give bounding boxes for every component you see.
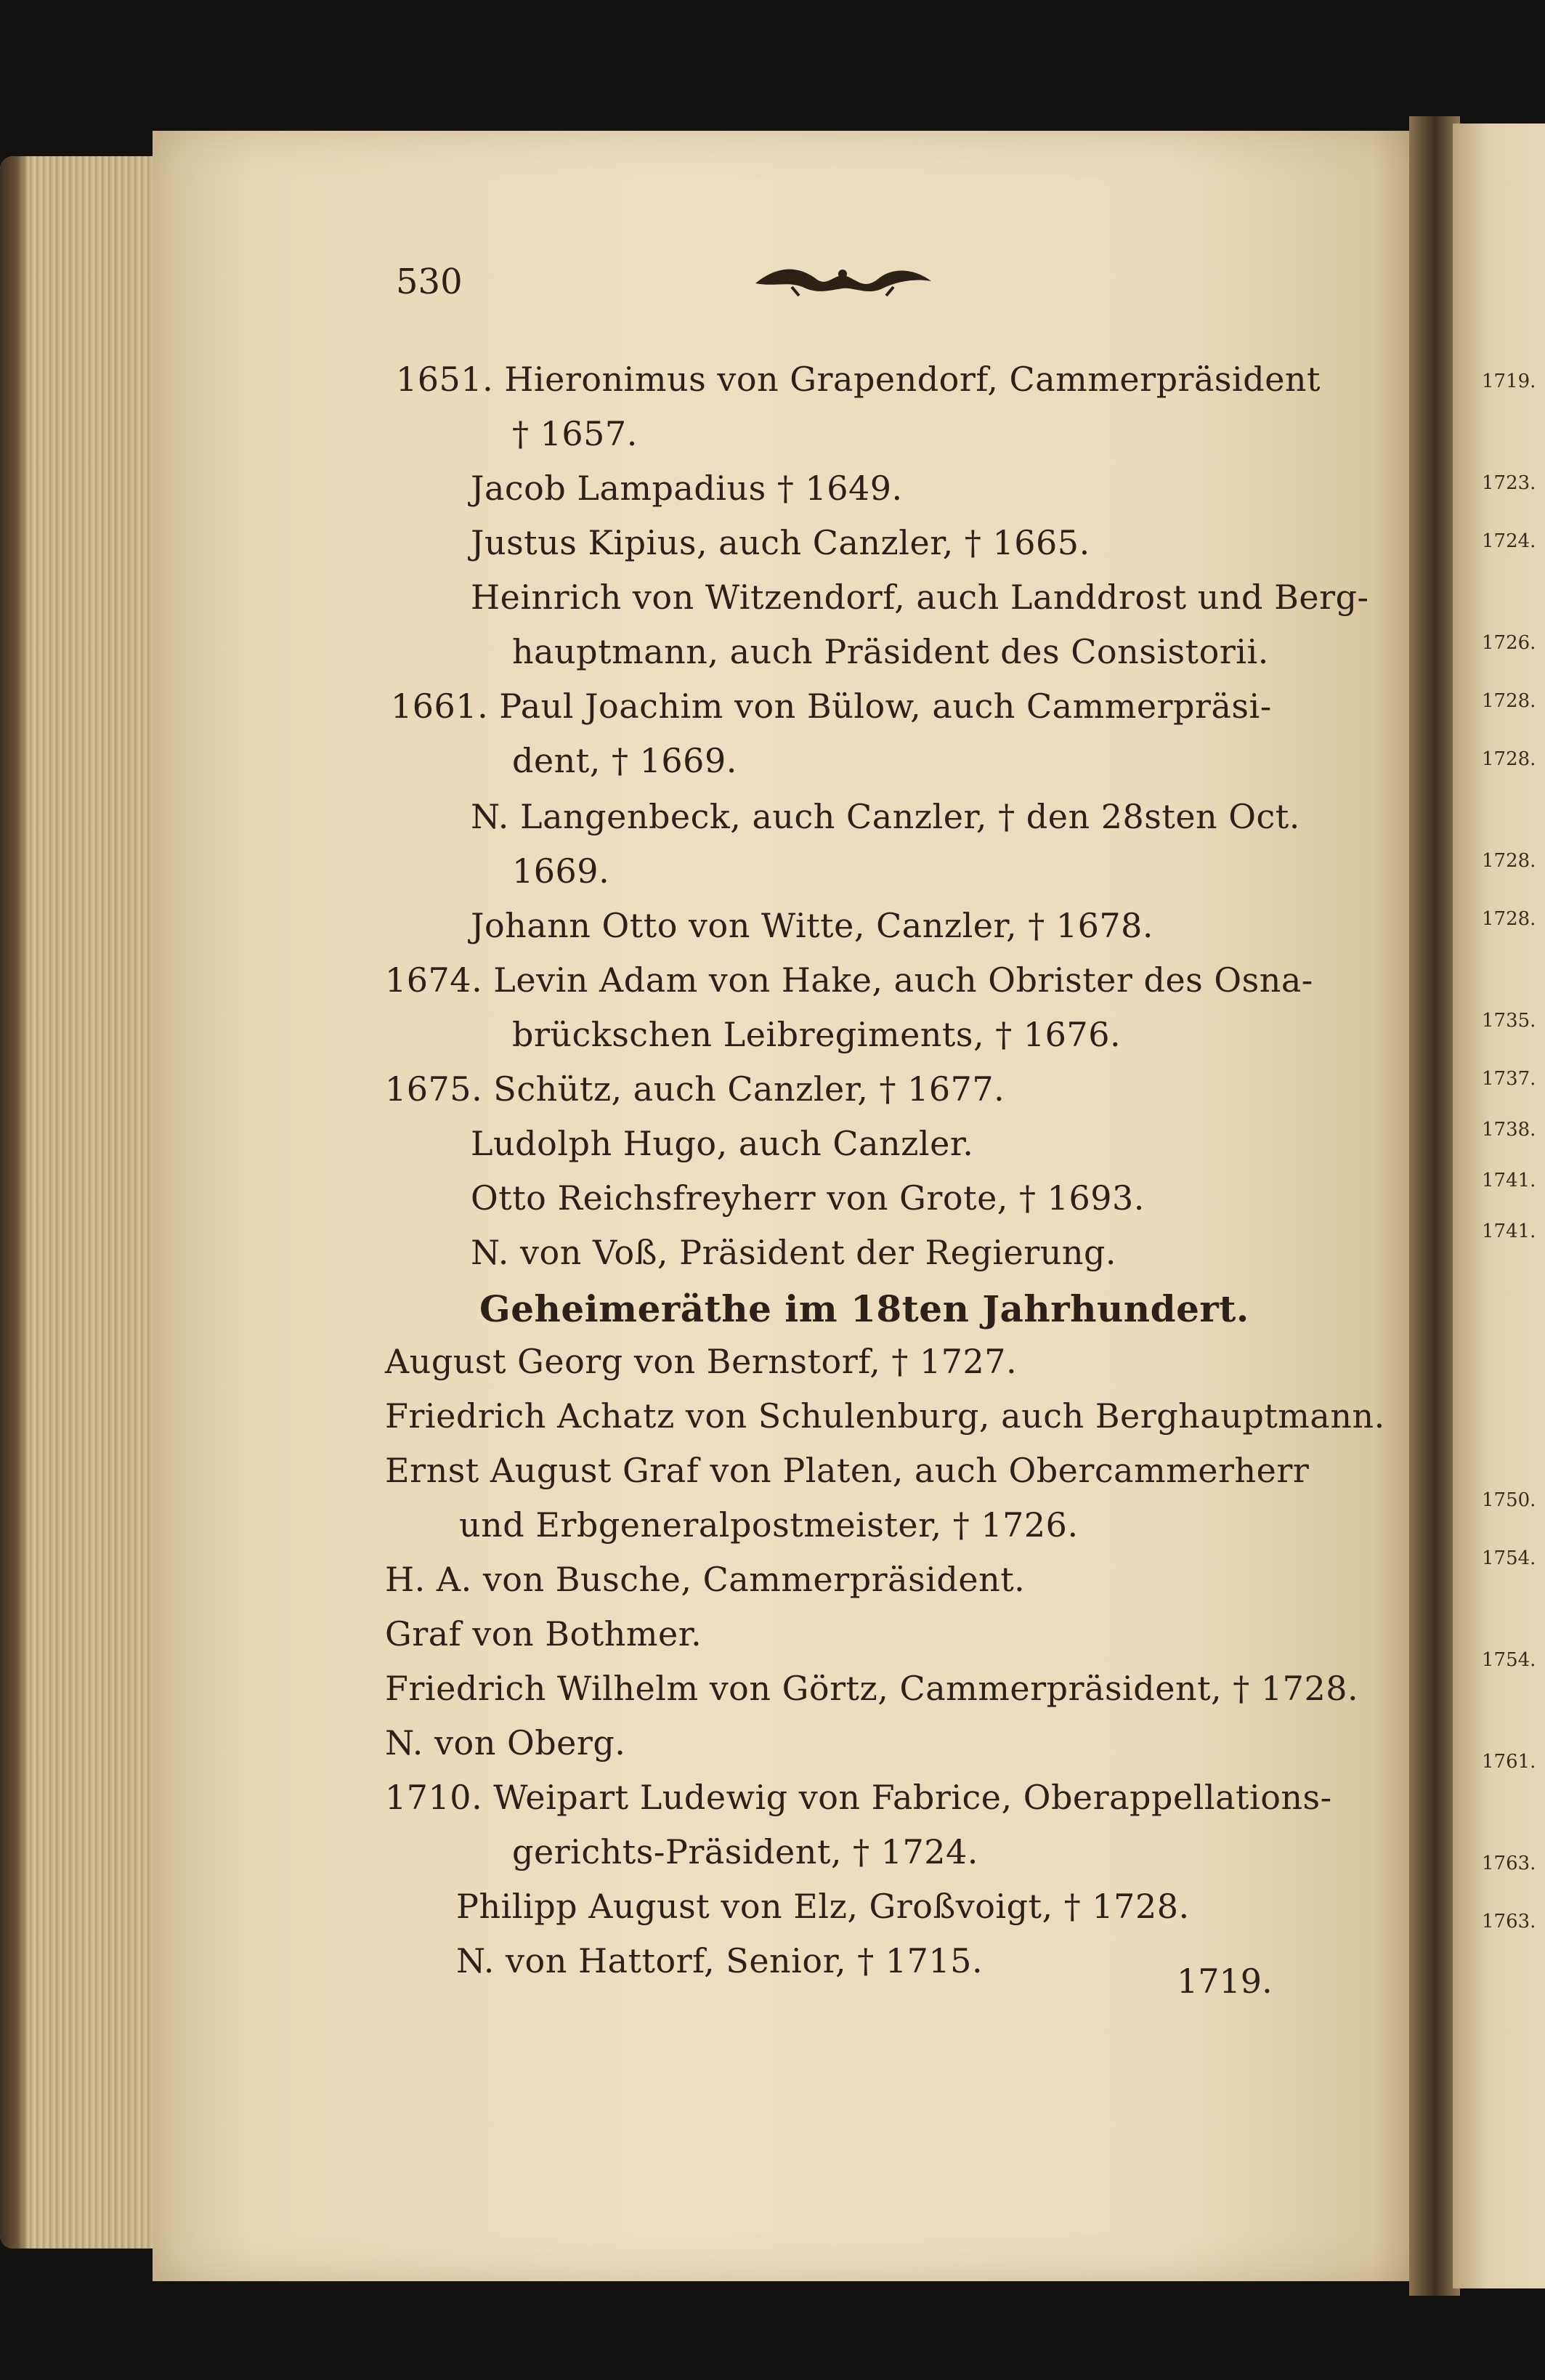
text-line: 1661. Paul Joachim von Bülow, auch Cammerpräsi- [391,687,1272,726]
text-line: 1674. Levin Adam von Hake, auch Obrister des Osna- [385,960,1313,1000]
text-line: N. Langenbeck, auch Canzler, † den 28sten Oct. [471,797,1300,836]
right-page-fragment: 1728. [1482,690,1536,712]
right-page-fragment: 1728. [1482,908,1536,930]
right-page-fragment: 1726. [1482,632,1536,654]
text-line: H. A. von Busche, Cammerpräsident. [385,1560,1026,1599]
text-line: N. von Oberg. [385,1723,626,1762]
right-page-fragment: 1719. [1482,371,1536,392]
text-line: 1675. Schütz, auch Canzler, † 1677. [385,1069,1005,1109]
text-line: Justus Kipius, auch Canzler, † 1665. [471,523,1090,562]
text-line: † 1657. [512,414,638,453]
catchword: 1719. [1177,1962,1273,2001]
right-page-fragment: 1741. [1482,1170,1536,1191]
text-line: 1651. Hieronimus von Grapendorf, Cammerpräsident [396,360,1321,399]
text-line: Ludolph Hugo, auch Canzler. [471,1124,974,1163]
text-line: N. von Hattorf, Senior, † 1715. [456,1941,984,1980]
text-line: Johann Otto von Witte, Canzler, † 1678. [471,906,1154,945]
text-line: dent, † 1669. [512,741,737,780]
right-page-fragment: 1754. [1482,1649,1536,1671]
page-number: 530 [396,262,463,302]
text-line: August Georg von Bernstorf, † 1727. [385,1342,1018,1381]
right-page-fragment: 1723. [1482,472,1536,494]
text-line: 1669. [512,851,610,891]
right-page-fragment: 1735. [1482,1010,1536,1032]
right-page-fragment: 1724. [1482,530,1536,552]
section-heading: Geheimeräthe im 18ten Jahrhundert. [479,1287,1249,1330]
right-page-fragment: 1737. [1482,1068,1536,1090]
text-line: Heinrich von Witzendorf, auch Landdrost und Berg- [471,578,1369,617]
text-line: Ernst August Graf von Platen, auch Obercammerherr [385,1451,1310,1490]
right-page-fragment: 1763. [1482,1853,1536,1874]
right-page-edge [1453,124,1545,2288]
right-page-fragment: 1728. [1482,748,1536,770]
right-page-fragment: 1741. [1482,1221,1536,1242]
text-line: Jacob Lampadius † 1649. [471,469,903,508]
right-page-fragment: 1761. [1482,1751,1536,1773]
right-page-fragment: 1738. [1482,1119,1536,1141]
text-line: Graf von Bothmer. [385,1614,702,1654]
text-line: hauptmann, auch Präsident des Consistorii. [512,632,1269,671]
right-page-fragment: 1728. [1482,850,1536,872]
right-page-fragment: 1763. [1482,1911,1536,1932]
text-line: Friedrich Achatz von Schulenburg, auch Berghauptmann. [385,1396,1385,1436]
right-page-fragment: 1754. [1482,1547,1536,1569]
book-spine-shadow [0,156,29,2249]
text-line: 1710. Weipart Ludewig von Fabrice, Oberappellations- [385,1778,1332,1817]
text-line: und Erbgeneralpostmeister, † 1726. [459,1505,1079,1545]
text-line: brückschen Leibregiments, † 1676. [512,1015,1122,1054]
text-line: Friedrich Wilhelm von Görtz, Cammerpräsident, † 1728. [385,1669,1359,1708]
text-line: Philipp August von Elz, Großvoigt, † 1728. [456,1887,1190,1926]
text-line: Otto Reichsfreyherr von Grote, † 1693. [471,1178,1145,1218]
printer-ornament-icon [748,258,937,301]
text-line: gerichts-Präsident, † 1724. [512,1832,978,1871]
text-line: N. von Voß, Präsident der Regierung. [471,1233,1117,1272]
right-page-fragment: 1750. [1482,1489,1536,1511]
